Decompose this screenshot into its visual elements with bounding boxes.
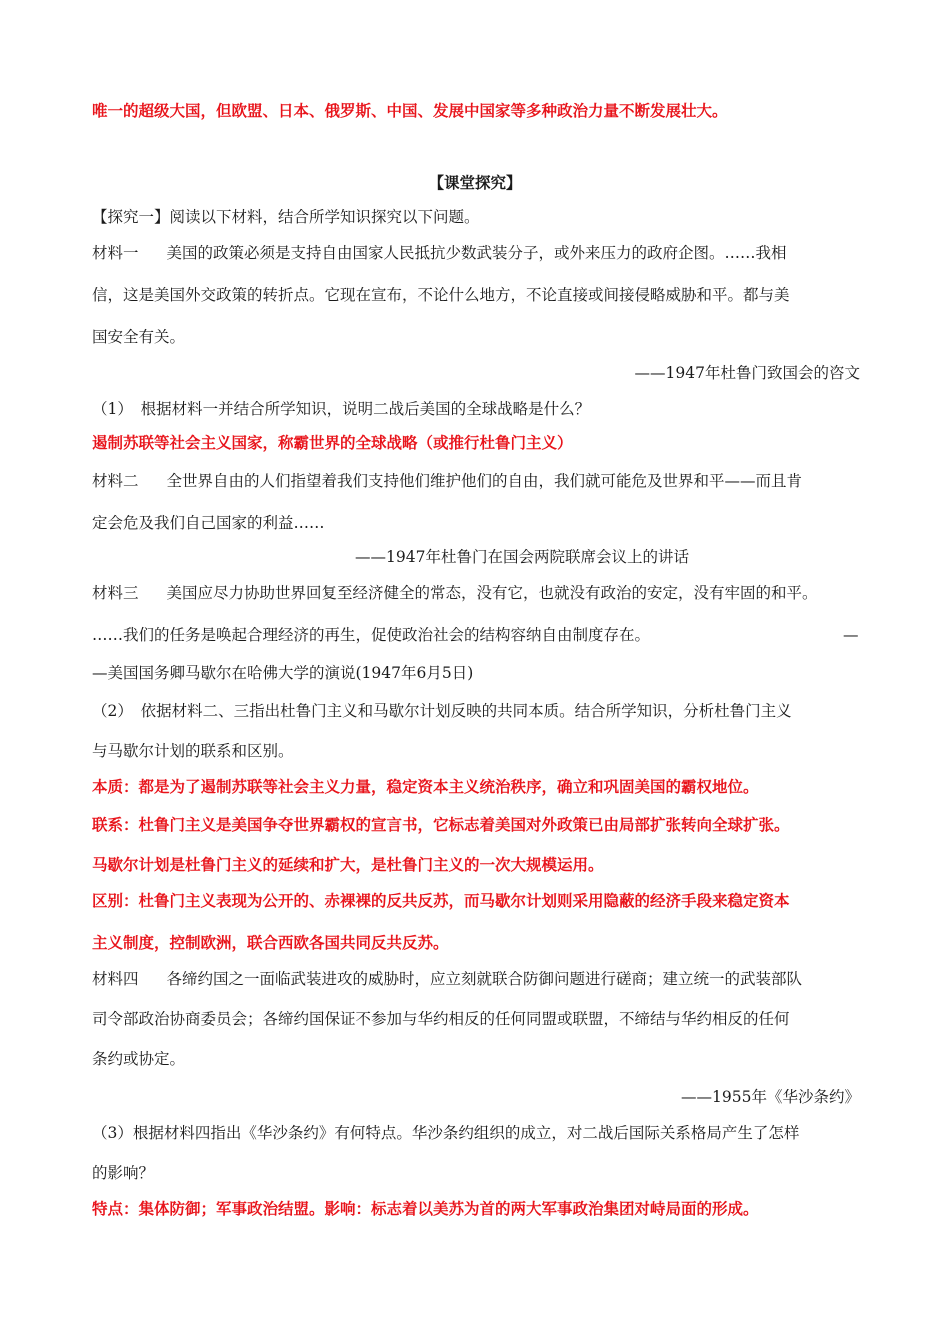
answer-2-connection-2: 马歇尔计划是杜鲁门主义的延续和扩大，是杜鲁门主义的一次大规模运用。 xyxy=(92,855,604,874)
question-1: （1） 根据材料一并结合所学知识，说明二战后美国的全球战略是什么？ xyxy=(92,400,591,418)
material-3-source: —美国国务卿马歇尔在哈佛大学的演说(1947年6月5日) xyxy=(92,664,474,682)
section-heading: 【课堂探究】 xyxy=(428,173,522,192)
material-1-line-3: 国安全有关。 xyxy=(92,328,186,346)
question-3-line-1: （3）根据材料四指出《华沙条约》有何特点。华沙条约组织的成立，对二战后国际关系格局产生了怎样 xyxy=(92,1124,800,1142)
material-1-label: 材料一 xyxy=(92,244,139,262)
answer-2-connection-1: 联系：杜鲁门主义是美国争夺世界霸权的宣言书，它标志着美国对外政策已由局部扩张转向全球扩张。 xyxy=(92,815,790,834)
material-3-label: 材料三 xyxy=(92,584,139,602)
answer-2-difference-1: 区别：杜鲁门主义表现为公开的、赤裸裸的反共反苏，而马歇尔计划则采用隐蔽的经济手段来稳定资本 xyxy=(92,891,790,910)
material-1-line-1 xyxy=(92,242,862,264)
material-2-source: ——1947年杜鲁门在国会两院联席会议上的讲话 xyxy=(355,548,689,566)
question-3-line-2: 的影响？ xyxy=(92,1164,155,1182)
material-1-text: 美国的政策必须是支持自由国家人民抵抗少数武装分子，或外来压力的政府企图。……我相 xyxy=(166,244,787,262)
material-2-label: 材料二 xyxy=(92,472,139,490)
material-1-line-2: 信，这是美国外交政策的转折点。它现在宣布，不论什么地方，不论直接或间接侵略威胁和平。都与美 xyxy=(92,286,790,304)
material-4-label: 材料四 xyxy=(92,970,139,988)
material-2-line-2: 定会危及我们自己国家的利益…… xyxy=(92,514,325,532)
answer-2-essence: 本质：都是为了遏制苏联等社会主义力量，稳定资本主义统治秩序，确立和巩固美国的霸权地位。 xyxy=(92,777,759,796)
material-3-dash: — xyxy=(843,626,859,644)
material-3-line-2: ……我们的任务是唤起合理经济的再生，促使政治社会的结构容纳自由制度存在。 xyxy=(92,626,651,644)
answer-1: 遏制苏联等社会主义国家，称霸世界的全球战略（或推行杜鲁门主义） xyxy=(92,433,573,452)
inquiry-intro: 【探究一】阅读以下材料，结合所学知识探究以下问题。 xyxy=(92,208,480,226)
material-3-line-1 xyxy=(92,582,862,604)
question-2-line-1: （2） 依据材料二、三指出杜鲁门主义和马歇尔计划反映的共同本质。结合所学知识，分析杜鲁门主义 xyxy=(92,702,792,720)
material-4-line-2: 司令部政治协商委员会；各缔约国保证不参加与华约相反的任何同盟或联盟，不缔结与华约相反的任何 xyxy=(92,1010,790,1028)
material-4-text: 各缔约国之一面临武装进攻的威胁时，应立刻就联合防御问题进行磋商；建立统一的武装部队 xyxy=(166,970,803,988)
material-3-text: 美国应尽力协助世界回复至经济健全的常态，没有它，也就没有政治的安定，没有牢固的和平。 xyxy=(166,584,818,602)
answer-2-difference-2: 主义制度，控制欧洲，联合西欧各国共同反共反苏。 xyxy=(92,933,449,952)
material-4-line-1 xyxy=(92,968,862,990)
material-1-source: ——1947年杜鲁门致国会的咨文 xyxy=(634,364,860,382)
answer-continuation: 唯一的超级大国，但欧盟、日本、俄罗斯、中国、发展中国家等多种政治力量不断发展壮大。 xyxy=(92,101,728,120)
material-2-line-1 xyxy=(92,470,862,492)
material-4-line-3: 条约或协定。 xyxy=(92,1050,186,1068)
question-2-line-2: 与马歇尔计划的联系和区别。 xyxy=(92,742,294,760)
material-4-source: ——1955年《华沙条约》 xyxy=(681,1088,860,1106)
material-2-text: 全世界自由的人们指望着我们支持他们维护他们的自由，我们就可能危及世界和平——而且肯 xyxy=(166,472,803,490)
answer-3: 特点：集体防御；军事政治结盟。影响：标志着以美苏为首的两大军事政治集团对峙局面的形成。 xyxy=(92,1199,759,1218)
